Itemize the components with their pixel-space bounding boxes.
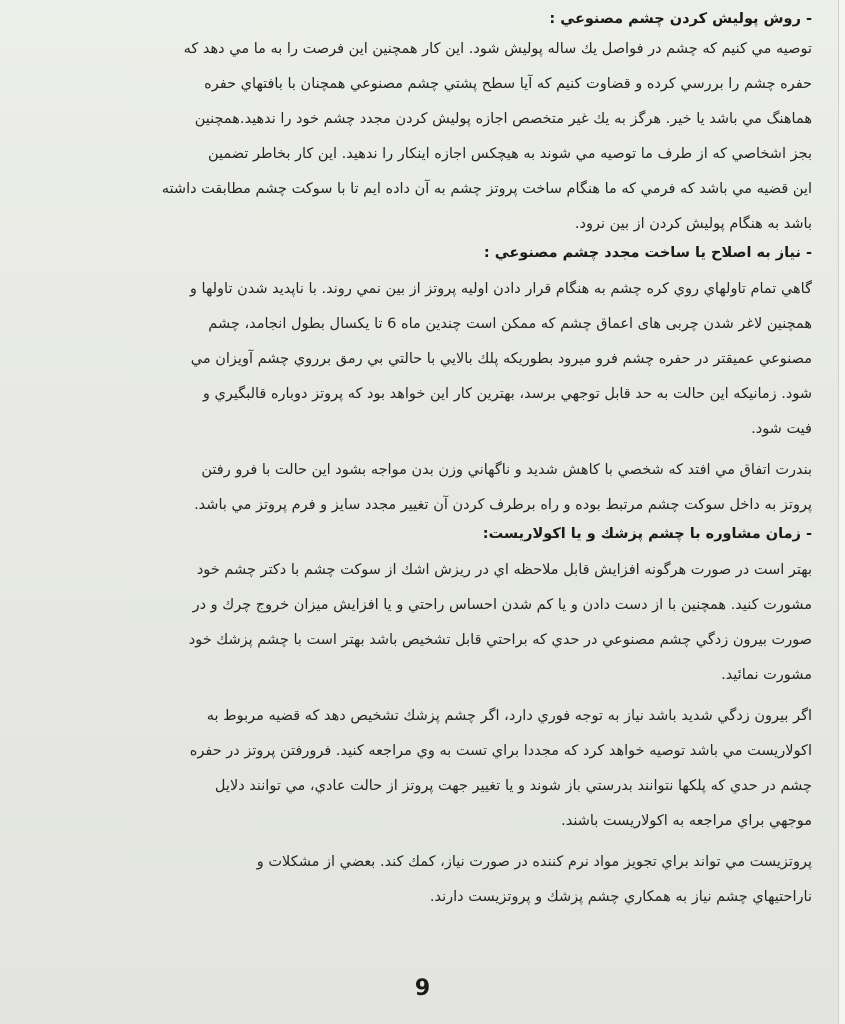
text-line: اين قضيه مي باشد كه فرمي كه ما هنگام ساخت پروتز چشم به آن داده ايم تا با سوكت چشم مطابقت داشته	[161, 181, 812, 197]
text-line: بهتر است در صورت هرگونه افزايش قابل ملاحظه اي در ريزش اشك از سوكت چشم با دكتر چشم خود	[196, 562, 812, 578]
text-line: اگر بيرون زدگي شديد باشد نياز به توجه فوري دارد، اگر چشم پزشك تشخيص دهد كه قضيه مربوط به	[206, 708, 812, 724]
section-remake	[22, 242, 812, 523]
text-line: هماهنگ مي باشد يا خير. هرگز به يك غير متخصص اجازه پوليش كردن مجدد چشم خود را ندهيد.همچنين	[194, 111, 812, 127]
paragraph	[22, 845, 812, 915]
paragraph	[22, 453, 812, 523]
section-polishing	[22, 8, 812, 242]
paragraph	[22, 699, 812, 839]
text-line: چشم در حدي كه پلكها نتوانند بدرستي باز شوند و يا تغيير جهت پروتز از حالت عادي، مي توانند دلايل	[214, 778, 812, 794]
page-number: 9	[414, 976, 431, 1001]
text-line: پروتزيست مي تواند براي تجويز مواد نرم كننده در صورت نياز، كمك كند. بعضي از مشكلات و	[256, 854, 812, 870]
text-line: فيت شود.	[751, 421, 812, 437]
paragraph	[22, 553, 812, 693]
text-line: بجز اشخاصي كه از طرف ما توصيه مي شوند به هيچكس اجازه اينكار را ندهيد. اين كار بخاطر تضمين	[208, 146, 812, 162]
page-edge	[838, 0, 845, 1024]
section-heading: - روش پوليش كردن چشم مصنوعي :	[549, 11, 812, 27]
text-line: صورت بيرون زدگي چشم مصنوعي در حدي كه براحتي قابل تشخيص باشد بهتر است با چشم پزشك خود	[188, 632, 812, 648]
text-line: مشورت نمائيد.	[721, 667, 812, 683]
text-line: باشد به هنگام پوليش كردن از بين نرود.	[574, 216, 812, 232]
section-heading: - زمان مشاوره با چشم پزشك و يا اكولاريست:	[482, 526, 812, 542]
paragraph	[22, 32, 812, 242]
text-line: بندرت اتفاق مي افتد كه شخصي با كاهش شديد و ناگهاني وزن بدن مواجه بشود اين حالت با فرو رفتن	[201, 462, 812, 478]
text-line: موجهي براي مراجعه به اكولاريست باشند.	[561, 813, 812, 829]
text-line: ناراحتيهاي چشم نياز به همكاري چشم پزشك و پروتزيست دارند.	[429, 889, 812, 905]
document-body	[22, 8, 812, 915]
text-line: شود. زمانيكه اين حالت به حد قابل توجهي برسد، بهترين كار اين خواهد بود كه پروتز دوباره قالبگيري و	[202, 386, 812, 402]
paragraph	[22, 272, 812, 447]
text-line: همچنين لاغر شدن چربی های اعماق چشم كه ممكن است چندين ماه 6 تا يكسال بطول انجامد، چشم	[208, 316, 812, 332]
text-line: حفره چشم را بررسي كرده و قضاوت كنيم كه آيا سطح پشتي چشم مصنوعي همچنان با بافتهاي حفره	[204, 76, 812, 92]
text-line: مصنوعي عميقتر در حفره چشم فرو ميرود بطوريكه پلك بالايي با حالتي بي رمق برروي چشم آويزان مي	[190, 351, 812, 367]
text-line: پروتز به داخل سوكت چشم مرتبط بوده و راه برطرف كردن آن تغيير مجدد سايز و فرم پروتز مي باشد.	[194, 497, 812, 513]
text-line: توصيه مي كنيم كه چشم در فواصل يك ساله پوليش شود. اين كار همچنين اين فرصت را به ما مي دهد كه	[183, 41, 812, 57]
text-line: مشورت كنيد. همچنين با از دست دادن و يا كم شدن احساس راحتي و يا افزايش ميزان خروج چرك و در	[192, 597, 812, 613]
section-heading: - نياز به اصلاح يا ساخت مجدد چشم مصنوعي :	[483, 245, 812, 261]
text-line: اكولاريست مي باشد توصيه خواهد كرد كه مجددا براي تست به وي مراجعه كنيد. فرورفتن پروتز در حفره	[189, 743, 812, 759]
text-line: گاهي تمام تاولهاي روي كره چشم به هنگام قرار دادن اوليه پروتز از بين نمي روند. با ناپديد شدن تاولها و	[189, 281, 812, 297]
section-consultation	[22, 523, 812, 915]
